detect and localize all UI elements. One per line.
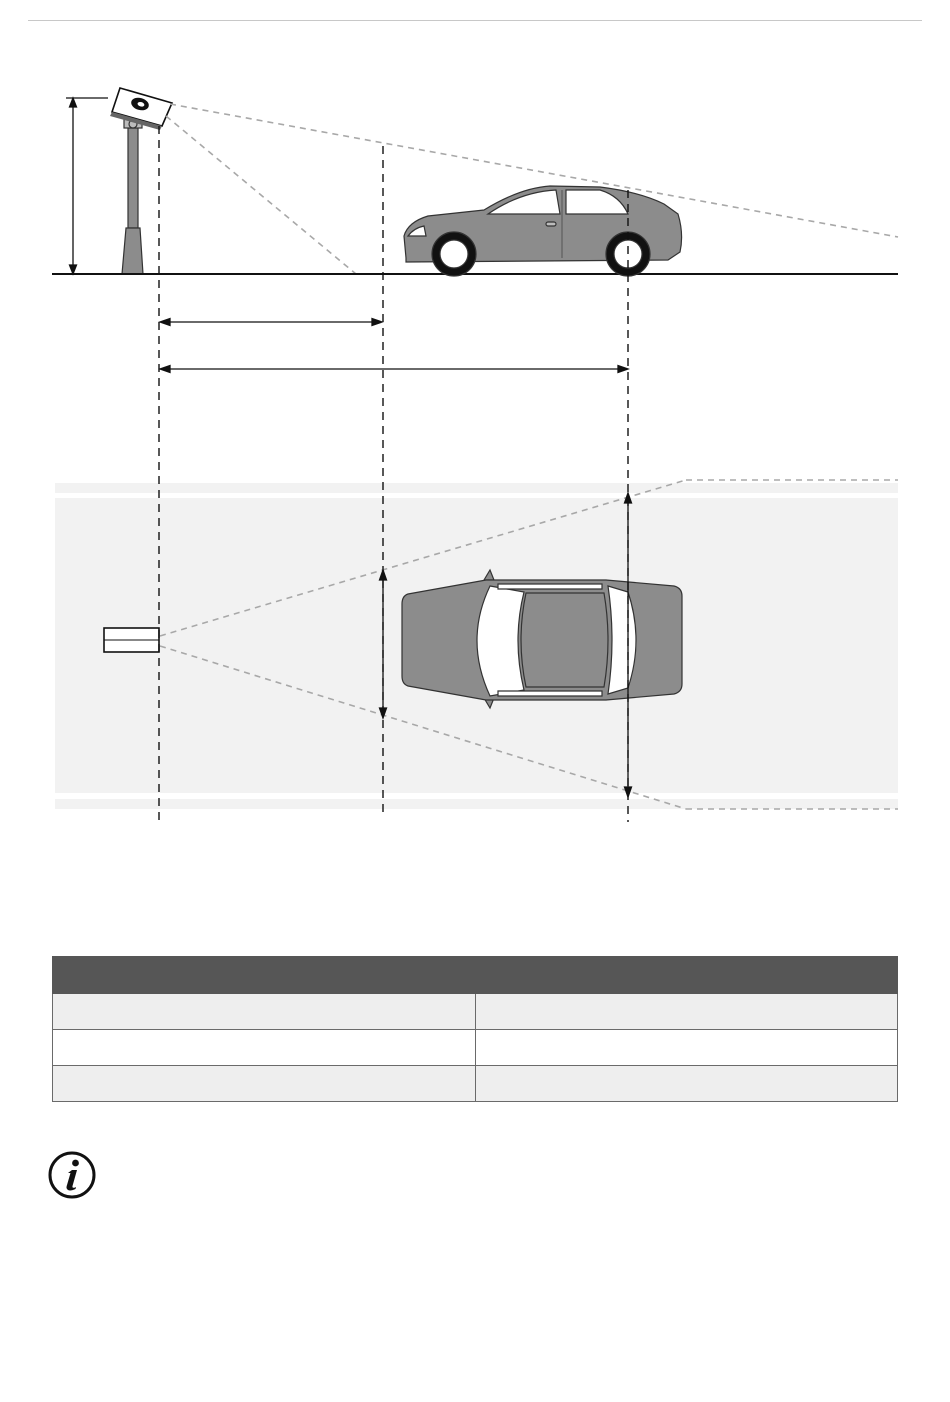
camera-top-view — [104, 628, 159, 652]
table-row — [53, 1030, 898, 1066]
table-cell-value — [475, 1030, 898, 1066]
table-cell-value — [475, 1066, 898, 1102]
road-band-bottom — [55, 799, 898, 809]
table-header-cell — [53, 957, 898, 994]
camera-icon — [110, 88, 172, 130]
table-cell-key — [53, 1066, 476, 1102]
road-band-top — [55, 483, 898, 493]
car-top-view — [402, 570, 682, 708]
distance-dimensions — [160, 319, 628, 373]
specification-table — [52, 956, 898, 1102]
side-view — [52, 88, 898, 373]
table-cell-value — [475, 994, 898, 1030]
table-header-row — [53, 957, 898, 994]
top-view — [55, 480, 898, 809]
table-cell-key — [53, 1030, 476, 1066]
table-cell-key — [53, 994, 476, 1030]
camera-pole — [122, 119, 143, 274]
table-row — [53, 1066, 898, 1102]
mounting-height-dimension — [66, 98, 108, 274]
car-side-view — [404, 186, 682, 276]
table-row — [53, 994, 898, 1030]
info-icon — [47, 1150, 97, 1200]
